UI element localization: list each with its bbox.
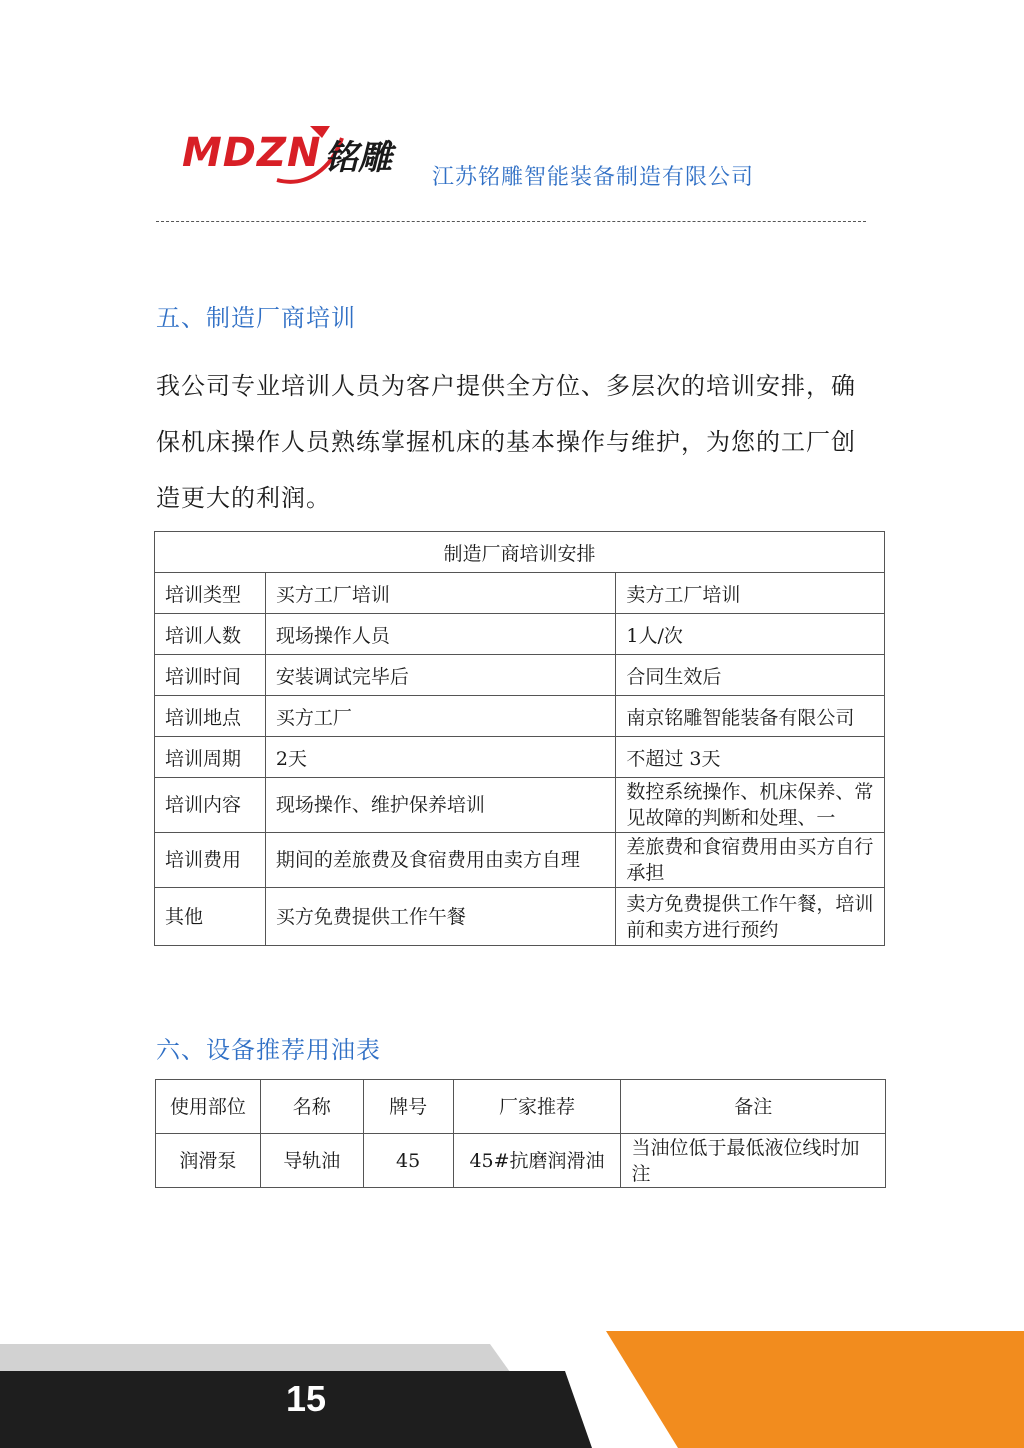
seller-cell: 1人/次 bbox=[616, 614, 885, 655]
table-row bbox=[155, 573, 885, 614]
oil-grade: 45 bbox=[363, 1134, 453, 1188]
table-row bbox=[155, 888, 885, 946]
header-maker: 厂家推荐 bbox=[453, 1080, 621, 1134]
header-note: 备注 bbox=[621, 1080, 886, 1134]
table-row bbox=[155, 614, 885, 655]
row-label: 培训类型 bbox=[155, 573, 266, 614]
footer-gray-band bbox=[0, 1344, 510, 1372]
seller-cell: 卖方免费提供工作午餐，培训前和卖方进行预约 bbox=[616, 888, 885, 946]
table-row bbox=[155, 655, 885, 696]
table-row bbox=[155, 833, 885, 888]
oil-name: 导轨油 bbox=[260, 1134, 363, 1188]
logo-latin: MDZN bbox=[182, 130, 322, 176]
brand-logo bbox=[182, 118, 412, 188]
oil-table-header bbox=[156, 1080, 886, 1134]
row-label: 培训费用 bbox=[155, 833, 266, 888]
section-title-oil: 六、设备推荐用油表 bbox=[156, 1036, 381, 1064]
buyer-cell: 买方工厂培训 bbox=[265, 573, 615, 614]
buyer-cell: 安装调试完毕后 bbox=[265, 655, 615, 696]
seller-cell: 数控系统操作、机床保养、常见故障的判断和处理、一 bbox=[616, 778, 885, 833]
seller-cell: 合同生效后 bbox=[616, 655, 885, 696]
row-label: 其他 bbox=[155, 888, 266, 946]
row-label: 培训周期 bbox=[155, 737, 266, 778]
training-intro-paragraph: 我公司专业培训人员为客户提供全方位、多层次的培训安排，确保机床操作人员熟练掌握机床的基本操作与维护，为您的工厂创造更大的利润。 bbox=[156, 372, 856, 512]
header-part: 使用部位 bbox=[156, 1080, 261, 1134]
buyer-cell: 现场操作人员 bbox=[265, 614, 615, 655]
oil-table bbox=[155, 1079, 886, 1188]
buyer-cell: 2天 bbox=[265, 737, 615, 778]
buyer-cell: 现场操作、维护保养培训 bbox=[265, 778, 615, 833]
table-row bbox=[155, 737, 885, 778]
buyer-cell: 买方免费提供工作午餐 bbox=[265, 888, 615, 946]
header-divider bbox=[156, 221, 866, 222]
oil-maker: 45#抗磨润滑油 bbox=[453, 1134, 621, 1188]
oil-part: 润滑泵 bbox=[156, 1134, 261, 1188]
seller-cell: 卖方工厂培训 bbox=[616, 573, 885, 614]
row-label: 培训地点 bbox=[155, 696, 266, 737]
training-table-caption: 制造厂商培训安排 bbox=[155, 532, 885, 573]
row-label: 培训内容 bbox=[155, 778, 266, 833]
oil-note: 当油位低于最低液位线时加注 bbox=[621, 1134, 886, 1188]
seller-cell: 南京铭雕智能装备有限公司 bbox=[616, 696, 885, 737]
table-row bbox=[155, 778, 885, 833]
section-title-training: 五、制造厂商培训 bbox=[156, 304, 356, 332]
company-name: 江苏铭雕智能装备制造有限公司 bbox=[432, 165, 755, 190]
buyer-cell: 买方工厂 bbox=[265, 696, 615, 737]
logo-chinese: 铭雕 bbox=[324, 138, 392, 178]
seller-cell: 差旅费和食宿费用由买方自行承担 bbox=[616, 833, 885, 888]
buyer-cell: 期间的差旅费及食宿费用由卖方自理 bbox=[265, 833, 615, 888]
seller-cell: 不超过 3天 bbox=[616, 737, 885, 778]
row-label: 培训人数 bbox=[155, 614, 266, 655]
table-row bbox=[155, 696, 885, 737]
training-table bbox=[154, 531, 885, 946]
header-grade: 牌号 bbox=[363, 1080, 453, 1134]
table-row bbox=[156, 1134, 886, 1188]
footer-orange-band bbox=[606, 1331, 1024, 1448]
row-label: 培训时间 bbox=[155, 655, 266, 696]
header-name: 名称 bbox=[260, 1080, 363, 1134]
page-number: 15 bbox=[285, 1378, 327, 1419]
